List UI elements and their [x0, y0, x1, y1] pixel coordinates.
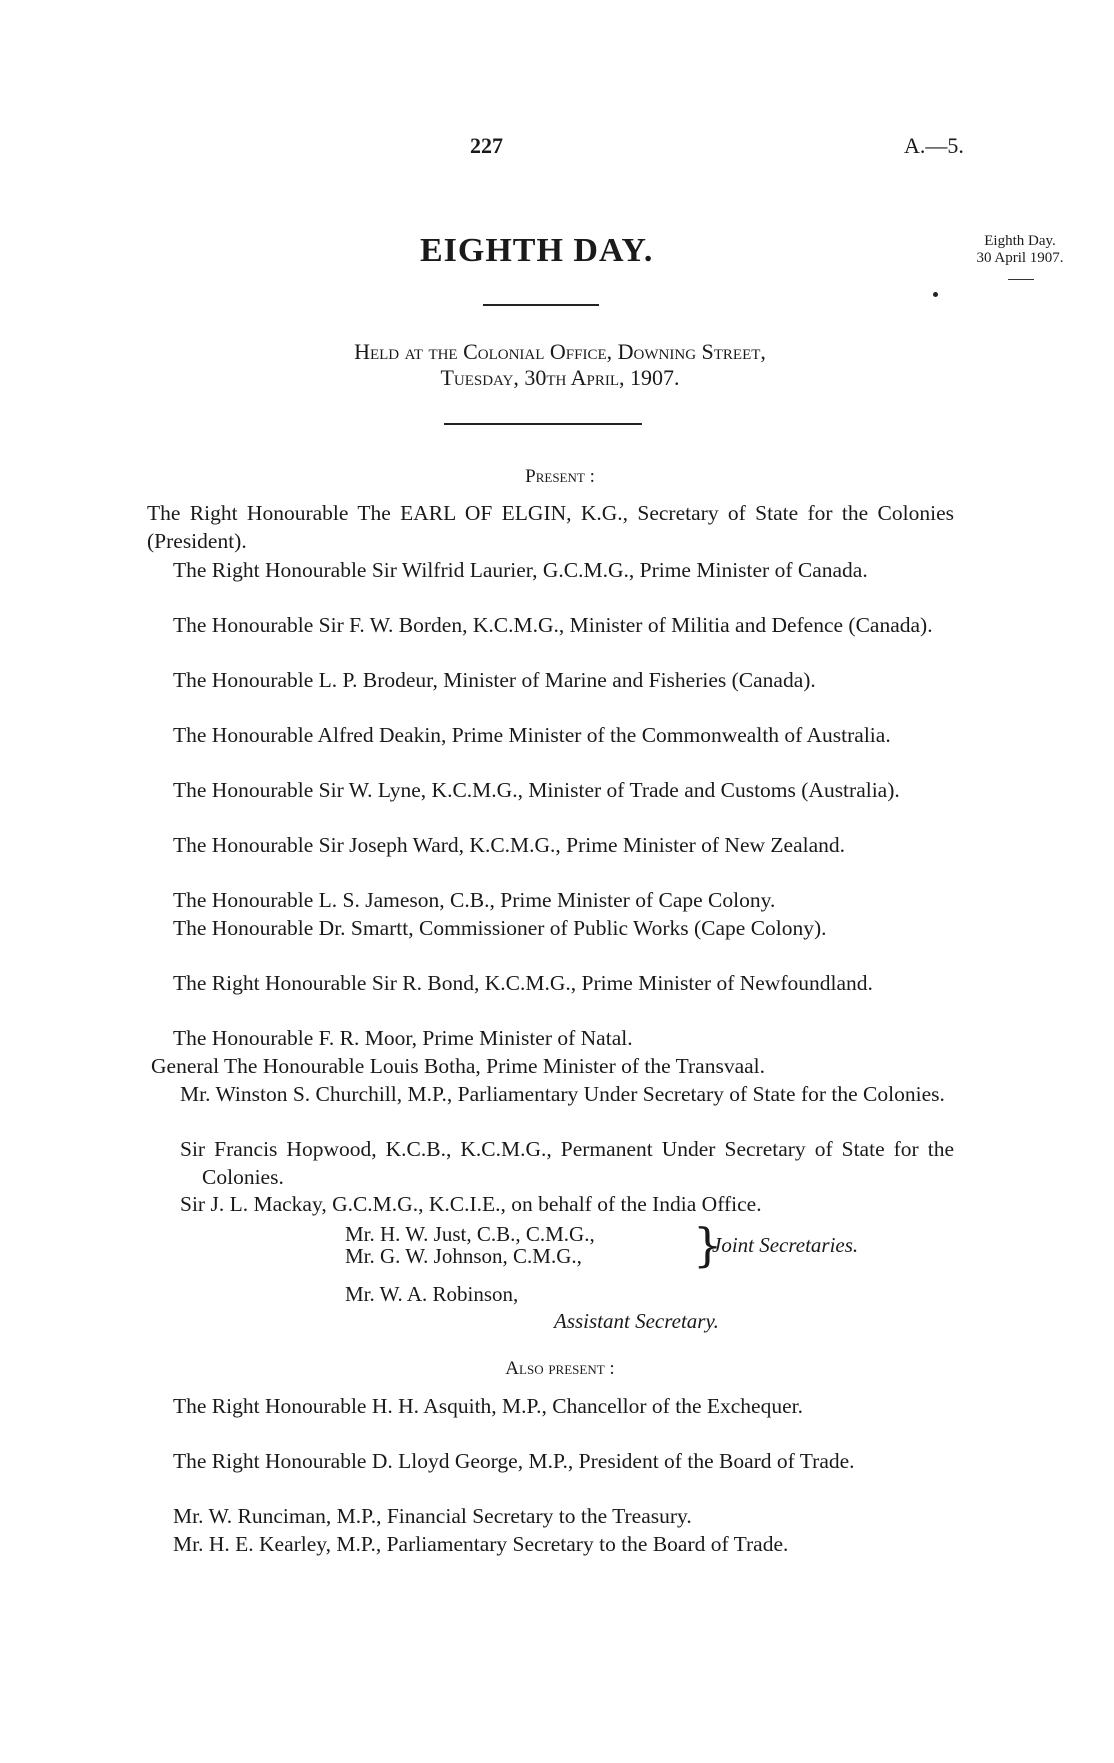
present-entry: The Honourable L. P. Brodeur, Minister of Marine and Fisheries (Canada). [173, 668, 816, 692]
present-entry: The Honourable Sir Joseph Ward, K.C.M.G., Prime Minister of New Zealand. [173, 833, 846, 857]
title-divider [483, 304, 599, 306]
margin-note [960, 233, 1080, 267]
margin-note-day: Eighth Day. [984, 233, 1056, 249]
brace-glyph: } [693, 1218, 723, 1272]
present-heading: Present : [525, 466, 595, 487]
secretary-name: Mr. G. W. Johnson, C.M.G., [345, 1244, 582, 1268]
margin-divider [1008, 279, 1034, 280]
also-present-entry: Mr. H. E. Kearley, M.P., Parliamentary Secretary to the Board of Trade. [173, 1532, 789, 1556]
margin-note-date: 30 April 1907. [976, 250, 1064, 266]
present-entry: Mr. Winston S. Churchill, M.P., Parliamentary Under Secretary of State for the Colonies. [180, 1082, 945, 1106]
present-entry: The Honourable Alfred Deakin, Prime Minister of the Commonwealth of Australia. [173, 723, 891, 747]
venue-line-1: Held at the Colonial Office, Downing Street, [354, 339, 766, 364]
also-present-entry: The Right Honourable D. Lloyd George, M.P., President of the Board of Trade. [173, 1449, 855, 1473]
joint-secretaries-label: Joint Secretaries. [712, 1233, 859, 1257]
assistant-secretary-title: Assistant Secretary. [554, 1309, 719, 1333]
page-number: 227 [470, 133, 503, 158]
secretary-name: Mr. H. W. Just, C.B., C.M.G., [345, 1222, 595, 1246]
present-entry: General The Honourable Louis Botha, Prime Minister of the Transvaal. [151, 1054, 766, 1078]
also-present-heading: Also present : [505, 1358, 615, 1379]
present-entry: The Honourable L. S. Jameson, C.B., Prime Minister of Cape Colony. [173, 888, 776, 912]
also-present-entry: The Right Honourable H. H. Asquith, M.P., Chancellor of the Exchequer. [173, 1394, 803, 1418]
present-entry: The Honourable F. R. Moor, Prime Minister of Natal. [173, 1026, 633, 1050]
also-present-entry: Mr. W. Runciman, M.P., Financial Secretary to the Treasury. [173, 1504, 692, 1528]
present-entry: The Honourable Sir F. W. Borden, K.C.M.G., Minister of Militia and Defence (Canada). [173, 613, 933, 637]
present-entry: The Honourable Dr. Smartt, Commissioner of Public Works (Cape Colony). [173, 916, 827, 940]
present-entry: Sir J. L. Mackay, G.C.M.G., K.C.I.E., on behalf of the India Office. [180, 1192, 762, 1216]
document-reference: A.—5. [904, 133, 964, 158]
present-entry: The Right Honourable Sir R. Bond, K.C.M.G., Prime Minister of Newfoundland. [173, 971, 873, 995]
ink-dot [933, 292, 938, 297]
present-entry-president: The Right Honourable The EARL OF ELGIN, K.G., Secretary of State for the Colonies (President). [147, 501, 954, 553]
page-title: EIGHTH DAY. [420, 232, 654, 269]
venue-divider [444, 423, 642, 425]
present-entry: The Right Honourable Sir Wilfrid Laurier, G.C.M.G., Prime Minister of Canada. [173, 558, 868, 582]
venue-line-2: Tuesday, 30th April, 1907. [440, 365, 680, 390]
present-entry: The Honourable Sir W. Lyne, K.C.M.G., Minister of Trade and Customs (Australia). [173, 778, 900, 802]
present-entry: Sir Francis Hopwood, K.C.B., K.C.M.G., Permanent Under Secretary of State for the Colonies. [180, 1137, 954, 1189]
assistant-secretary-name: Mr. W. A. Robinson, [345, 1282, 519, 1306]
